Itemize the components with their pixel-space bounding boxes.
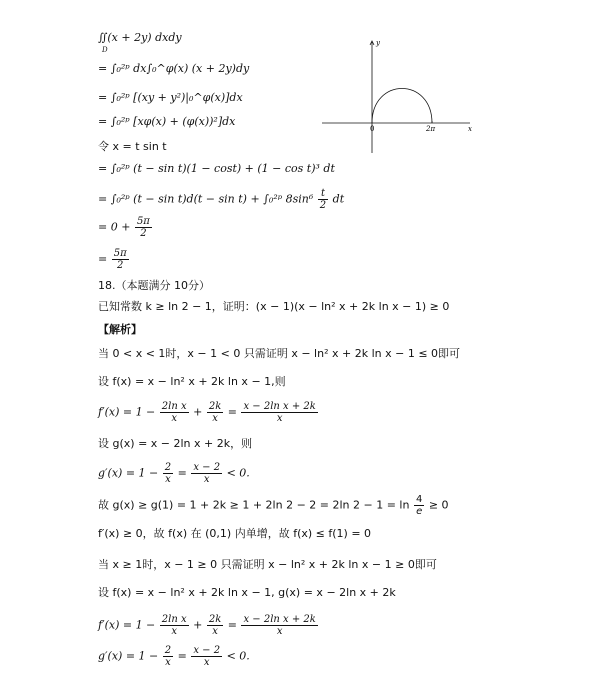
inequality-end: < 0. [226,466,250,480]
plus-sign: + [193,405,203,419]
inequality-end: ≥ 0 [428,498,449,512]
fraction-numerator: 5π [113,248,127,259]
frac-2 [207,614,223,637]
calc-line-1 [98,32,182,43]
frac-1 [160,614,189,637]
fraction-denominator: x [212,413,218,424]
analysis-heading: 【解析】 [98,323,142,336]
equals-sign: = [177,649,187,663]
g-bound-expr: 故 g(x) ≥ g(1) = 1 + 2k ≥ 1 + 2ln 2 − 2 = 2ln 2 − 1 = ln [98,498,410,512]
fraction-numerator: 5π [136,216,150,227]
calc-line-9-fraction [112,248,129,271]
gprime-expr: g′(x) = 1 − [98,466,159,480]
fraction-numerator: 2 [164,645,172,656]
cycloid-graph [318,35,478,155]
frac-3 [241,614,317,637]
calc-line-3: = ∫₀²ᵖ [(xy + y²)|₀^φ(x)]dx [98,91,243,104]
fraction-numerator: x − 2 [193,645,221,656]
solution-line-3 [98,401,319,424]
calc-line-2: = ∫₀²ᵖ dx∫₀^φ(x) (x + 2y)dy [98,62,250,75]
fraction-numerator: 2k [208,401,222,412]
cycloid-arch [372,89,432,124]
fraction-denominator: x [165,657,171,668]
solution-line-7: f′(x) ≥ 0，故 f(x) 在 (0,1) 内单增，故 f(x) ≤ f(1) = 0 [98,527,372,540]
region-label: D [102,46,108,54]
fraction-denominator: x [171,413,178,424]
fraction-numerator: x − 2 [193,462,221,473]
two-pi-label: 2π [426,125,436,133]
calc-line-8-expr: = 0 + [98,220,131,234]
equals-sign: = [177,466,187,480]
fraction-denominator: e [416,506,423,517]
fraction-denominator: x [171,626,178,637]
solution-line-5 [98,462,250,485]
frac-2 [191,645,222,668]
equals-sign: = [227,405,237,419]
frac-2 [191,462,222,485]
fraction-numerator: x − 2ln x + 2k [243,401,316,412]
double-integral-expr: ∬(x + 2y) dxdy [98,31,182,44]
fraction-denominator: x [276,413,283,424]
inequality-end: < 0. [226,649,250,663]
fraction-denominator: x [165,474,171,485]
y-axis-label: y [376,39,380,47]
fraction-denominator: x [276,626,283,637]
substitution-text: 令 x = t sin t [98,140,167,153]
calc-line-7-expr: = ∫₀²ᵖ (t − sin t)d(t − sin t) + ∫₀²ᵖ 8sin⁶ [98,192,314,206]
solution-line-2: 设 f(x) = x − ln² x + 2k ln x − 1,则 [98,375,286,388]
solution-line-8: 当 x ≥ 1时，x − 1 ≥ 0 只需证明 x − ln² x + 2k ln x − 1 ≥ 0即可 [98,558,437,571]
frac-1 [163,645,173,668]
fraction-denominator: 2 [140,228,147,239]
calc-line-9-expr: = [98,252,108,266]
frac-1 [160,401,189,424]
fraction-denominator: x [203,474,210,485]
x-axis-label: x [468,125,472,133]
frac-3 [241,401,317,424]
solution-line-11 [98,645,250,668]
calc-line-7-fraction [318,188,328,211]
frac-1 [163,462,173,485]
fraction-numerator: 4 [415,494,423,505]
fraction-denominator: 2 [319,200,327,211]
fraction-numerator: x − 2ln x + 2k [243,614,316,625]
solution-line-6 [98,494,449,517]
problem-statement: 已知常数 k ≥ ln 2 − 1，证明：(x − 1)(x − ln² x + 2k ln x − 1) ≥ 0 [98,300,450,313]
calc-line-6: = ∫₀²ᵖ (t − sin t)(1 − cost) + (1 − cos t)³ dt [98,162,335,175]
calc-line-7 [98,188,344,211]
solution-line-1: 当 0 < x < 1时，x − 1 < 0 只需证明 x − ln² x + 2k ln x − 1 ≤ 0即可 [98,347,461,360]
origin-label: 0 [370,125,375,133]
fraction-denominator: 2 [117,260,124,271]
calc-line-8-fraction [135,216,152,239]
calc-line-9 [98,248,130,271]
fraction-numerator: 2ln x [161,401,187,412]
calc-line-7-tail: dt [332,192,345,206]
fraction-numerator: 2ln x [161,614,187,625]
plus-sign: + [193,618,203,632]
equals-sign: = [227,618,237,632]
frac-2 [207,401,223,424]
calc-line-5 [98,141,167,152]
fprime-expr: f′(x) = 1 − [98,618,156,632]
fraction-denominator: x [203,657,210,668]
fprime-expr: f′(x) = 1 − [98,405,156,419]
problem-number: 18.（本题满分 10分） [98,279,210,292]
solution-line-4: 设 g(x) = x − 2ln x + 2k，则 [98,437,253,450]
calc-line-8 [98,216,153,239]
frac-ln [414,494,424,517]
calc-line-4: = ∫₀²ᵖ [xφ(x) + (φ(x))²]dx [98,115,236,128]
fraction-numerator: t [318,188,328,200]
solution-line-9: 设 f(x) = x − ln² x + 2k ln x − 1, g(x) = x − 2ln x + 2k [98,586,396,599]
fraction-denominator: x [212,626,218,637]
fraction-numerator: 2 [164,462,172,473]
solution-line-10 [98,614,319,637]
fraction-numerator: 2k [208,614,222,625]
gprime-expr: g′(x) = 1 − [98,649,159,663]
